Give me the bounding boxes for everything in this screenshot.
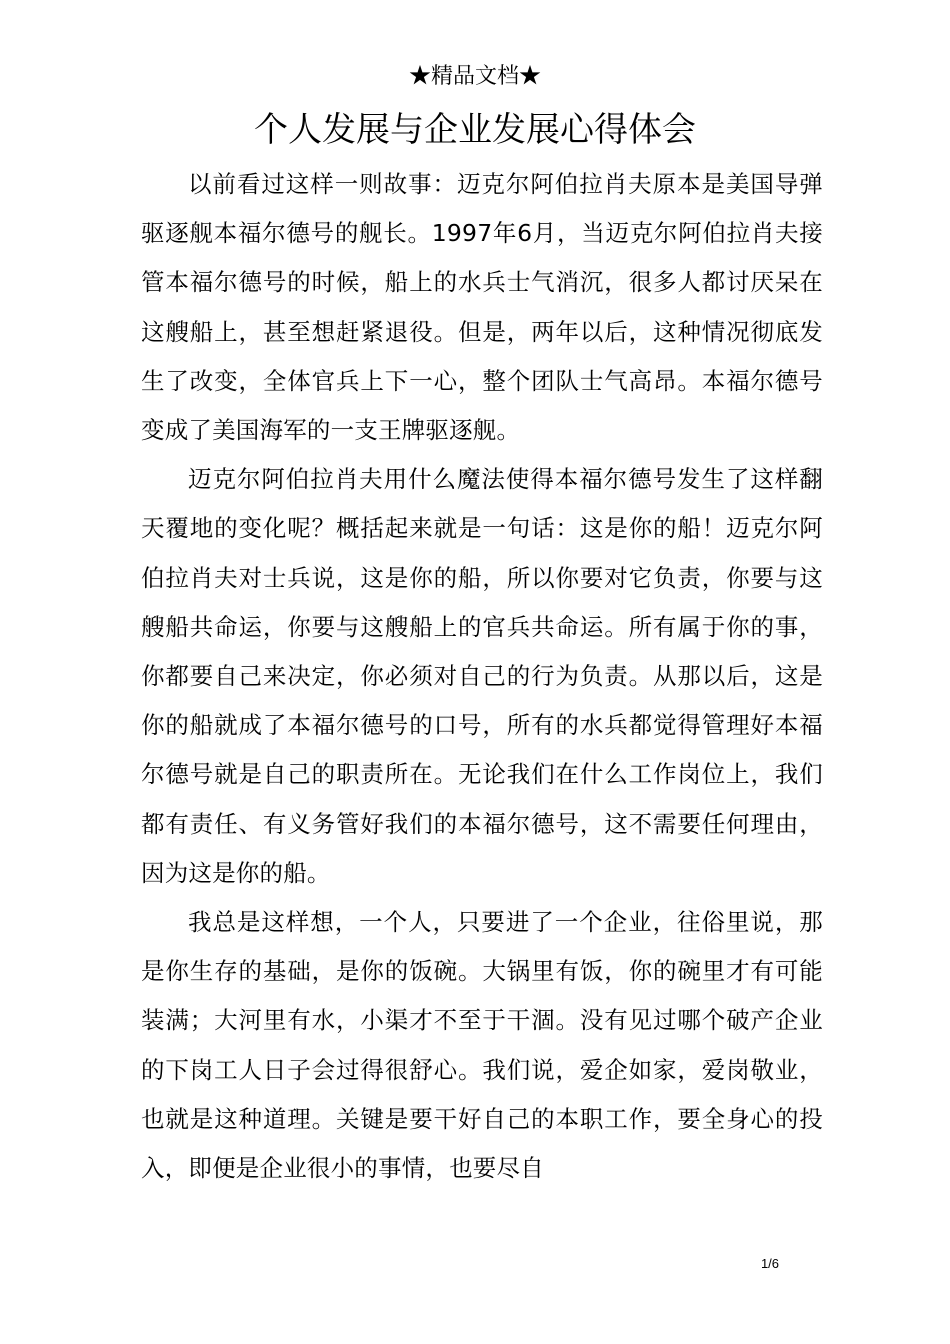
document-title: 个人发展与企业发展心得体会 [254, 110, 696, 150]
paragraph-1: 以前看过这样一则故事：迈克尔阿伯拉肖夫原本是美国导弹驱逐舰本福尔德号的舰长。1997年6月，当迈克尔阿伯拉肖夫接管本福尔德号的时候，船上的水兵士气消沉，很多人都讨厌呆在这艘船上，甚至想赶紧退役。但是，两年以后，这种情况彻底发生了改变，全体官兵上下一心，整个团队士气高昂。本福尔德号变成了美国海军的一支王牌驱逐舰。 [141, 170, 823, 445]
page-number: 1/6 [760, 1256, 780, 1271]
paragraph-2: 迈克尔阿伯拉肖夫用什么魔法使得本福尔德号发生了这样翻天覆地的变化呢？概括起来就是一句话：这是你的船！迈克尔阿伯拉肖夫对士兵说，这是你的船，所以你要对它负责，你要与这艘船共命运，你要与这艘船上的官兵共命运。所有属于你的事，你都要自己来决定，你必须对自己的行为负责。从那以后，这是你的船就成了本福尔德号的口号，所有的水兵都觉得管理好本福尔德号就是自己的职责所在。无论我们在什么工作岗位上，我们都有责任、有义务管好我们的本福尔德号，这不需要任何理由，因为这是你的船。 [141, 465, 823, 887]
document-body [141, 160, 823, 1193]
paragraph-3: 我总是这样想，一个人，只要进了一个企业，往俗里说，那是你生存的基础，是你的饭碗。大锅里有饭，你的碗里才有可能装满；大河里有水，小渠才不至于干涸。没有见过哪个破产企业的下岗工人日子会过得很舒心。我们说，爱企如家，爱岗敬业，也就是这种道理。关键是要干好自己的本职工作，要全身心的投入，即便是企业很小的事情，也要尽自 [141, 908, 823, 1183]
document-banner: ★精品文档★ [408, 64, 541, 89]
